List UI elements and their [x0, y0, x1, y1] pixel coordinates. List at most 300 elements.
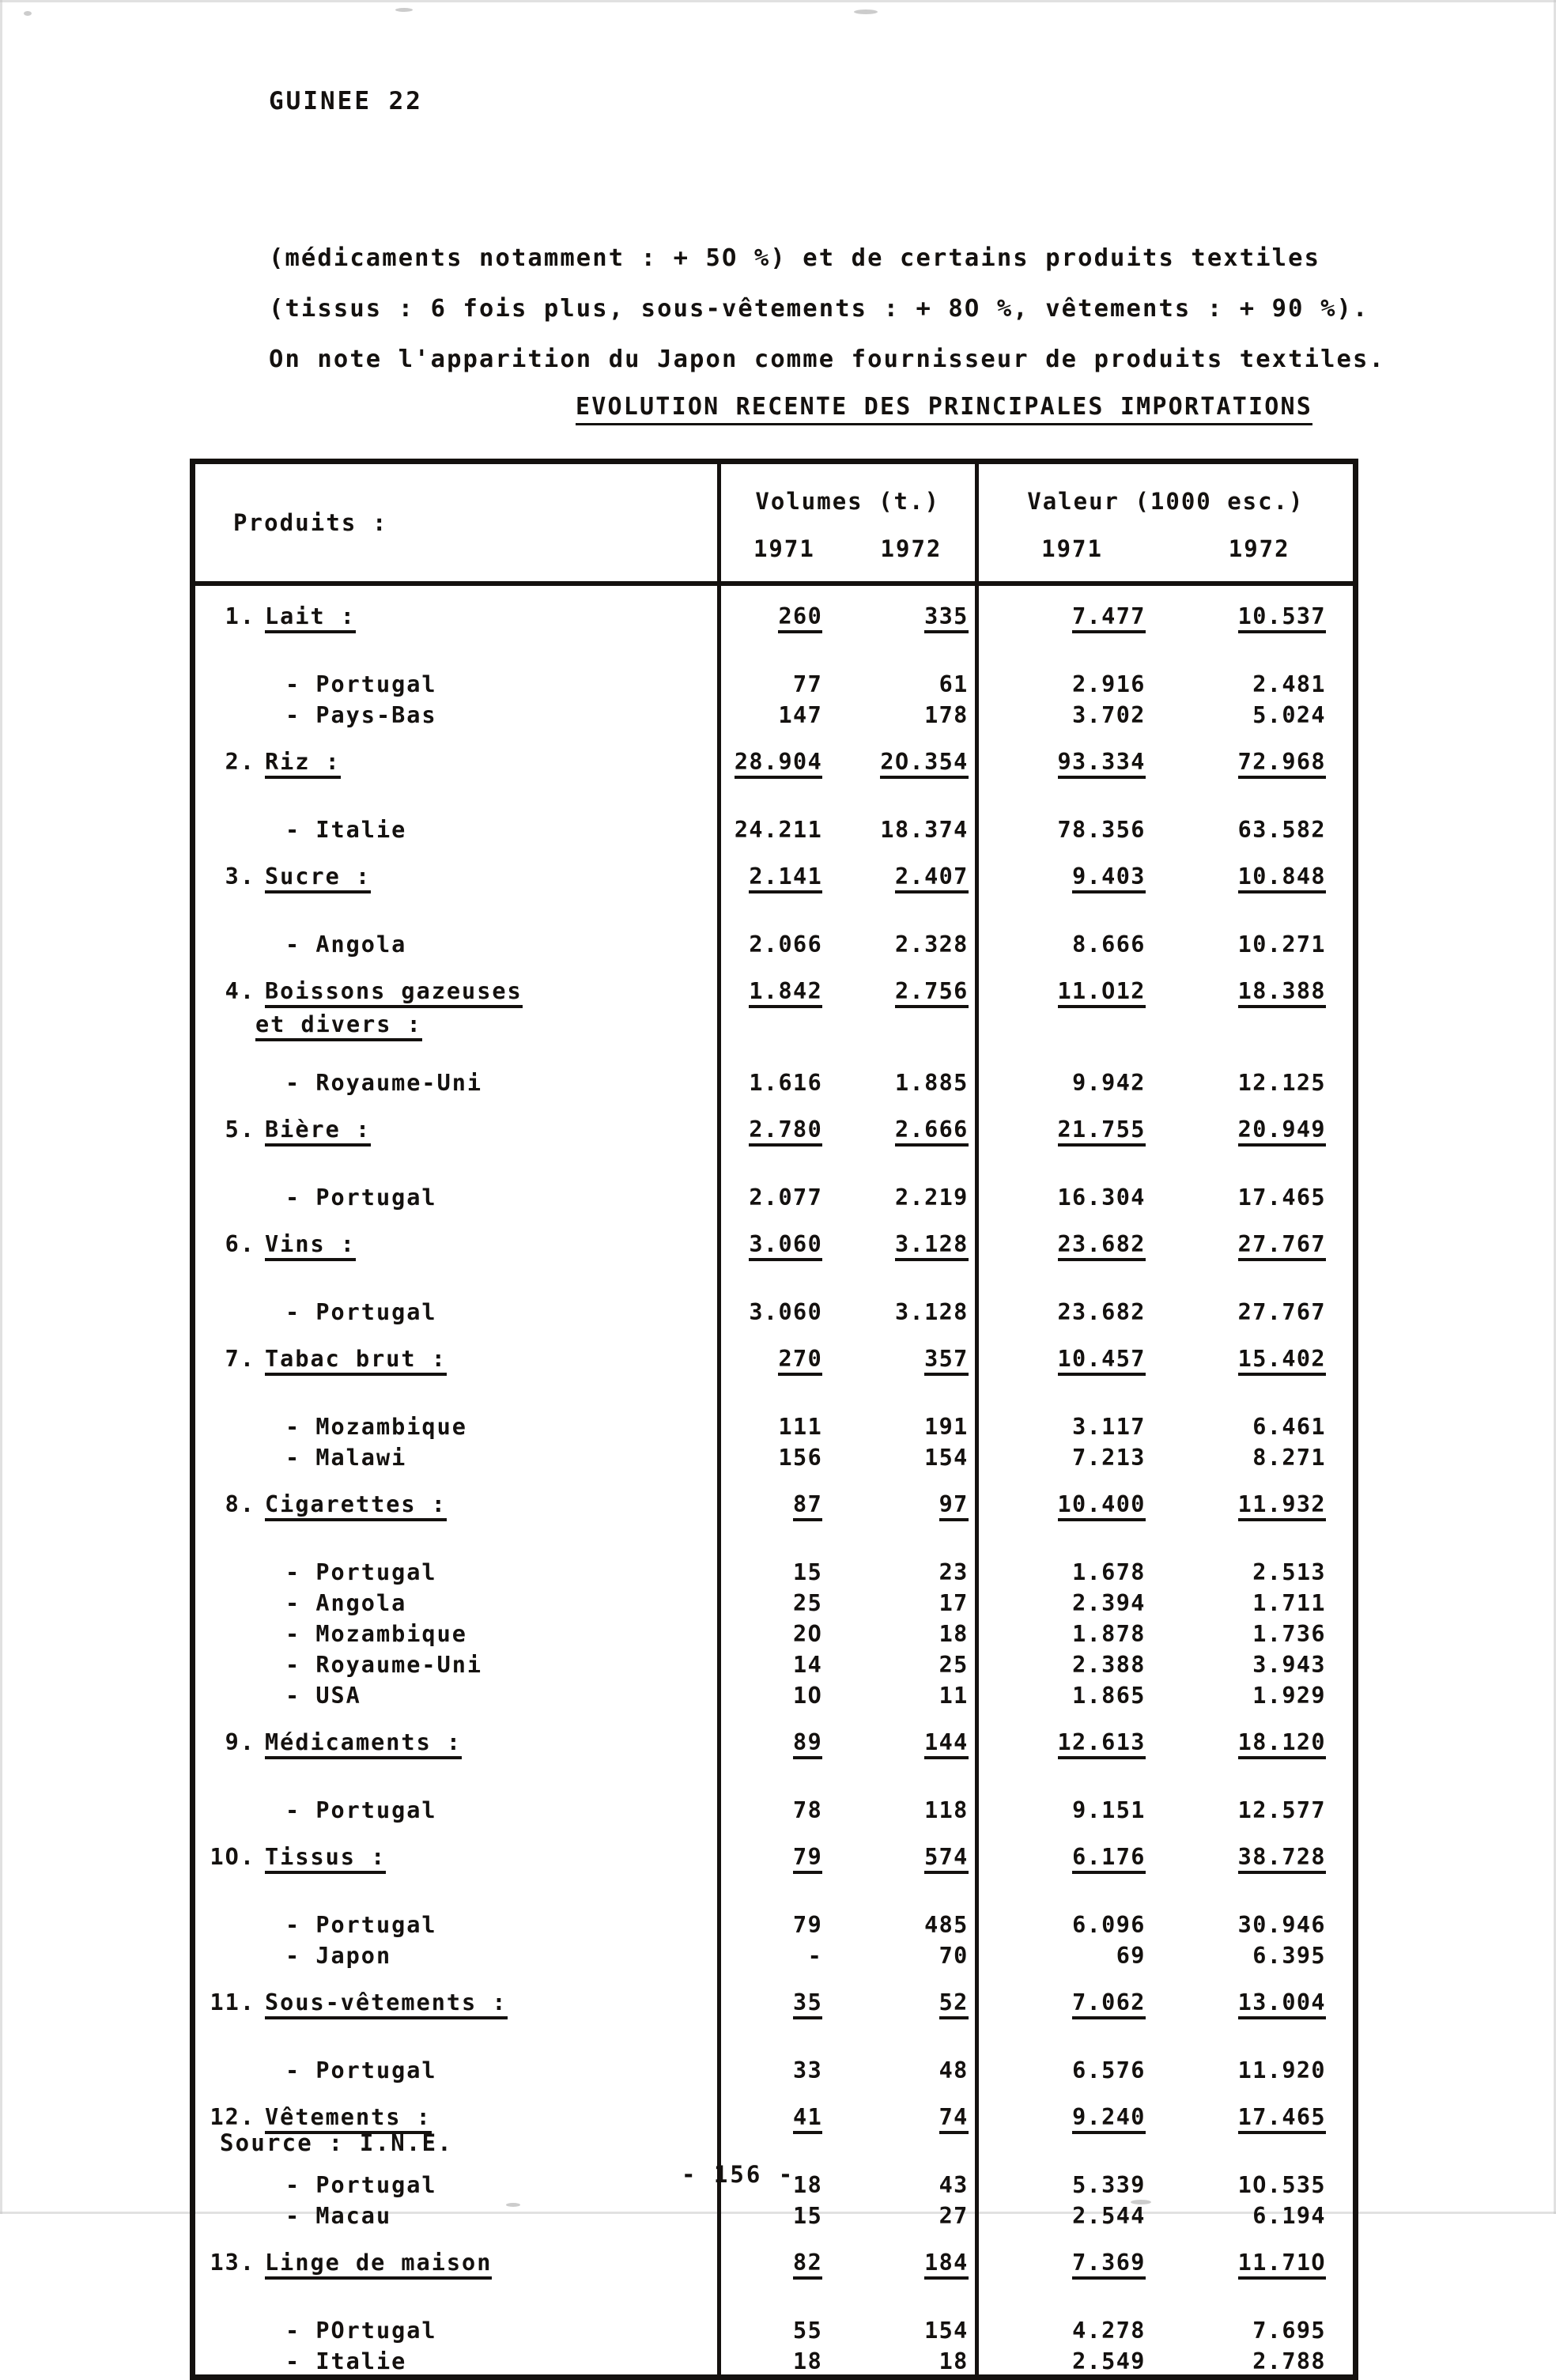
product-main-label — [193, 958, 719, 1041]
page-folio: - 156 - — [682, 2161, 795, 2188]
underlined-total: 184 — [924, 2250, 969, 2280]
volume-1972 — [843, 1096, 976, 1156]
volume-1972: 23 — [939, 1559, 969, 1585]
product-index: 4. — [225, 978, 255, 1004]
value-1971: 23.682 — [976, 1271, 1166, 1325]
underlined-total: 41 — [793, 2104, 822, 2134]
table-row — [193, 643, 1356, 697]
volume-1972: 18 — [939, 1621, 969, 1647]
volume-1972 — [843, 1969, 976, 2029]
volume-1971: 25 — [793, 1590, 823, 1616]
value-1971 — [976, 1471, 1166, 1531]
underlined-total: 12.613 — [1058, 1729, 1146, 1759]
volume-1971: 2.066 — [749, 931, 823, 958]
header-group-volumes-label: Volumes (t.) — [755, 488, 940, 515]
underlined-total: 11.932 — [1238, 1491, 1326, 1521]
volume-1971 — [719, 728, 843, 788]
intro-line: (tissus : 6 fois plus, sous-vêtements : + 8O %, vêtements : + 90 %). — [269, 295, 1369, 323]
underlined-total: 82 — [793, 2250, 822, 2280]
underlined-total: 17.465 — [1238, 2104, 1326, 2134]
underlined-total: 28.904 — [735, 749, 822, 779]
value-1971 — [976, 586, 1166, 643]
value-1972 — [1166, 1969, 1356, 2029]
value-1971 — [976, 1969, 1166, 2029]
product-index: 1O. — [210, 1844, 255, 1870]
origin-name: - Malawi — [285, 1445, 407, 1471]
value-1971: 6.576 — [976, 2029, 1166, 2083]
product-main-label — [193, 1325, 719, 1385]
volume-1971: 33 — [793, 2057, 823, 2083]
underlined-total: 20.949 — [1238, 1116, 1326, 1147]
value-1971 — [976, 728, 1166, 788]
volume-1971: 1O — [793, 1683, 823, 1709]
origin-name: - Portugal — [285, 1912, 437, 1938]
table-row — [193, 1969, 1356, 2029]
underlined-total: 97 — [939, 1491, 969, 1521]
value-1971: 16.304 — [976, 1156, 1166, 1211]
origin-name: - Italie — [285, 817, 407, 843]
product-main-label — [193, 728, 719, 788]
product-index: 3. — [225, 863, 255, 890]
product-sub-label — [193, 1385, 719, 1440]
header-values-1972: 1972 — [1228, 535, 1290, 562]
underlined-total: 2.780 — [749, 1116, 822, 1147]
product-main-label — [193, 1096, 719, 1156]
value-1971: 1.878 — [976, 1616, 1166, 1647]
underlined-total: 2O.354 — [880, 749, 968, 779]
table-row — [193, 1823, 1356, 1883]
underlined-total: 27.767 — [1238, 1231, 1326, 1261]
table-row — [193, 788, 1356, 843]
volume-1972 — [843, 1471, 976, 1531]
value-1971: 2.544 — [976, 2198, 1166, 2229]
underlined-total: 23.682 — [1058, 1231, 1146, 1261]
product-name: Tissus : — [265, 1844, 386, 1874]
origin-name: - Portugal — [285, 2172, 437, 2198]
value-1972: 1.711 — [1252, 1590, 1326, 1616]
origin-name: - POrtugal — [285, 2318, 437, 2344]
volume-1972: 61 — [939, 671, 969, 697]
product-name: Tabac brut : — [265, 1346, 447, 1376]
product-sub-label — [193, 1769, 719, 1823]
value-1972: 2.513 — [1252, 1559, 1326, 1585]
value-1972 — [1166, 1211, 1356, 1271]
volume-1972: 11 — [939, 1683, 969, 1709]
underlined-total: 2.141 — [749, 863, 822, 893]
table-row — [193, 1271, 1356, 1325]
table-row — [193, 2029, 1356, 2083]
product-sub-label — [193, 1271, 719, 1325]
product-name: Lait : — [265, 603, 356, 633]
value-1972: 12.577 — [1237, 1797, 1326, 1823]
table-caption: EVOLUTION RECENTE DES PRINCIPALES IMPORTATIONS — [576, 393, 1312, 425]
header-values-1971: 1971 — [1041, 535, 1103, 562]
volume-1972: 118 — [924, 1797, 969, 1823]
product-index: 13. — [210, 2250, 255, 2276]
origin-name: - Mozambique — [285, 1414, 467, 1440]
table-row — [193, 1385, 1356, 1440]
origin-name: - Mozambique — [285, 1621, 467, 1647]
volume-1972 — [843, 586, 976, 643]
value-1971: 5.339 — [976, 2144, 1166, 2198]
product-sub-label — [193, 1647, 719, 1678]
value-1971: 2.916 — [976, 643, 1166, 697]
volume-1971: 77 — [793, 671, 823, 697]
origin-name: - USA — [285, 1683, 361, 1709]
underlined-total: 144 — [924, 1729, 969, 1759]
product-sub-label — [193, 697, 719, 728]
volume-1971: 3.060 — [749, 1299, 823, 1325]
table-row — [193, 697, 1356, 728]
table-row — [193, 728, 1356, 788]
product-name: Bière : — [265, 1116, 371, 1147]
volume-1971: 156 — [778, 1445, 823, 1471]
table-row — [193, 1883, 1356, 1938]
underlined-total: 10.400 — [1058, 1491, 1146, 1521]
volume-1972: 2.328 — [894, 931, 969, 958]
value-1972: 6.194 — [1252, 2203, 1326, 2229]
table-row — [193, 586, 1356, 643]
origin-name: - Portugal — [285, 1559, 437, 1585]
volume-1971: 18 — [793, 2172, 823, 2198]
table-row — [193, 1769, 1356, 1823]
underlined-total: 2.666 — [895, 1116, 969, 1147]
value-1971: 6.096 — [976, 1883, 1166, 1938]
value-1971: 3.702 — [976, 697, 1166, 728]
origin-name: - Portugal — [285, 2057, 437, 2083]
value-1972: 1.929 — [1252, 1683, 1326, 1709]
volume-1972: 17 — [939, 1590, 969, 1616]
product-index: 11. — [210, 1989, 255, 2015]
volume-1972: 48 — [939, 2057, 969, 2083]
table-body — [193, 584, 1356, 2378]
volume-1972: 191 — [924, 1414, 969, 1440]
underlined-total: 7.062 — [1072, 1989, 1146, 2019]
volume-1971 — [719, 586, 843, 643]
table-row — [193, 903, 1356, 958]
table-row — [193, 1678, 1356, 1709]
origin-name: - Pays-Bas — [285, 702, 437, 728]
value-1971 — [976, 1211, 1166, 1271]
product-main-label — [193, 843, 719, 903]
volume-1971: 147 — [778, 702, 823, 728]
value-1971: 1.678 — [976, 1531, 1166, 1585]
value-1971: 8.666 — [976, 903, 1166, 958]
underlined-total: 35 — [793, 1989, 822, 2019]
product-index: 7. — [225, 1346, 255, 1372]
volume-1971: - — [807, 1943, 823, 1969]
value-1971: 3.117 — [976, 1385, 1166, 1440]
product-sub-label — [193, 1883, 719, 1938]
volume-1971 — [719, 1969, 843, 2029]
product-name-line2: et divers : — [255, 1011, 422, 1041]
volume-1972: 27 — [939, 2203, 969, 2229]
value-1971 — [976, 2229, 1166, 2289]
volume-1972 — [843, 2083, 976, 2144]
value-1972: 6.395 — [1252, 1943, 1326, 1969]
value-1972 — [1166, 1325, 1356, 1385]
product-main-label — [193, 1969, 719, 2029]
value-1972 — [1166, 2229, 1356, 2289]
table-row — [193, 2344, 1356, 2378]
origin-name: - Angola — [285, 931, 407, 958]
product-sub-label — [193, 1938, 719, 1969]
product-index: 8. — [225, 1491, 255, 1517]
table-row — [193, 2229, 1356, 2289]
volume-1971: 55 — [793, 2318, 823, 2344]
volume-1971 — [719, 2229, 843, 2289]
value-1971: 2.549 — [976, 2344, 1166, 2378]
imports-table-wrap — [190, 459, 1358, 2380]
value-1972: 8.271 — [1252, 1445, 1326, 1471]
table-row — [193, 1325, 1356, 1385]
underlined-total: 87 — [793, 1491, 822, 1521]
volume-1971: 2O — [793, 1621, 823, 1647]
volume-1971 — [719, 843, 843, 903]
table-row — [193, 2289, 1356, 2344]
product-index: 12. — [210, 2104, 255, 2130]
value-1972: 10.271 — [1237, 931, 1326, 958]
underlined-total: 10.848 — [1238, 863, 1326, 893]
product-main-label — [193, 2229, 719, 2289]
underlined-total: 10.457 — [1058, 1346, 1146, 1376]
value-1972: 7.695 — [1252, 2318, 1326, 2344]
underlined-total: 15.402 — [1238, 1346, 1326, 1376]
underlined-total: 18.120 — [1238, 1729, 1326, 1759]
value-1971: 2.388 — [976, 1647, 1166, 1678]
value-1971 — [976, 2083, 1166, 2144]
scan-speck — [395, 8, 413, 12]
value-1972: 1O.535 — [1237, 2172, 1326, 2198]
product-sub-label — [193, 2289, 719, 2344]
product-sub-label — [193, 1041, 719, 1096]
volume-1972: 178 — [924, 702, 969, 728]
header-value-years — [979, 515, 1353, 570]
underlined-total: 260 — [778, 603, 822, 633]
imports-table — [190, 459, 1358, 2380]
volume-1971 — [719, 1823, 843, 1883]
underlined-total: 270 — [778, 1346, 822, 1376]
running-head: GUINEE 22 — [269, 87, 423, 115]
underlined-total: 3.060 — [749, 1231, 822, 1261]
table-row — [193, 843, 1356, 903]
product-name: Vins : — [265, 1231, 356, 1261]
source-note: Source : I.N.E. — [220, 2129, 453, 2156]
table-row — [193, 1531, 1356, 1585]
underlined-total: 11.O12 — [1058, 978, 1146, 1008]
volume-1971: 18 — [793, 2348, 823, 2374]
underlined-total: 21.755 — [1058, 1116, 1146, 1147]
product-main-label — [193, 1709, 719, 1769]
value-1971: 78.356 — [976, 788, 1166, 843]
value-1972: 3.943 — [1252, 1652, 1326, 1678]
origin-name: - Italie — [285, 2348, 407, 2374]
underlined-total: 1.842 — [749, 978, 822, 1008]
value-1972: 11.920 — [1237, 2057, 1326, 2083]
volume-1971: 1.616 — [749, 1070, 823, 1096]
value-1971: 9.942 — [976, 1041, 1166, 1096]
product-name: Sucre : — [265, 863, 371, 893]
volume-1971 — [719, 1096, 843, 1156]
table-row — [193, 958, 1356, 1041]
product-name: Riz : — [265, 749, 341, 779]
value-1972 — [1166, 1096, 1356, 1156]
intro-paragraph — [269, 233, 1385, 385]
table-row — [193, 1440, 1356, 1471]
underlined-total: 72.968 — [1238, 749, 1326, 779]
header-volumes-1972: 1972 — [880, 535, 942, 562]
underlined-total: 13.004 — [1238, 1989, 1326, 2019]
volume-1972: 43 — [939, 2172, 969, 2198]
product-sub-label — [193, 1440, 719, 1471]
origin-name: - Angola — [285, 1590, 407, 1616]
volume-1971: 111 — [778, 1414, 823, 1440]
product-name: Cigarettes : — [265, 1491, 447, 1521]
header-volume-years — [721, 515, 975, 570]
underlined-total: 9.240 — [1072, 2104, 1146, 2134]
product-name: Sous-vêtements : — [265, 1989, 508, 2019]
value-1972: 12.125 — [1237, 1070, 1326, 1096]
origin-name: - Macau — [285, 2203, 392, 2229]
underlined-total: 335 — [924, 603, 969, 633]
value-1971 — [976, 1823, 1166, 1883]
product-index: 1. — [225, 603, 255, 629]
value-1972: 2.481 — [1252, 671, 1326, 697]
volume-1972: 18 — [939, 2348, 969, 2374]
volume-1971 — [719, 1211, 843, 1271]
table-row — [193, 1041, 1356, 1096]
underlined-total: 52 — [939, 1989, 969, 2019]
scan-speck — [24, 11, 32, 16]
origin-name: - Portugal — [285, 1184, 437, 1211]
value-1972 — [1166, 2083, 1356, 2144]
product-sub-label — [193, 788, 719, 843]
value-1972 — [1166, 958, 1356, 1041]
value-1971: 7.213 — [976, 1440, 1166, 1471]
value-1971: 9.151 — [976, 1769, 1166, 1823]
underlined-total: 574 — [924, 1844, 969, 1874]
underlined-total: 89 — [793, 1729, 822, 1759]
table-head — [193, 462, 1356, 584]
volume-1972 — [843, 843, 976, 903]
header-group-volumes — [719, 462, 976, 584]
product-name: Médicaments : — [265, 1729, 462, 1759]
table-header-row — [193, 462, 1356, 584]
scan-edge-top — [0, 0, 1556, 2]
volume-1971: 79 — [793, 1912, 823, 1938]
value-1972 — [1166, 1709, 1356, 1769]
value-1971: 4.278 — [976, 2289, 1166, 2344]
value-1971 — [976, 1709, 1166, 1769]
product-sub-label — [193, 1585, 719, 1616]
header-products: Produits : — [193, 462, 719, 584]
scan-edge-left — [0, 0, 2, 2214]
value-1972: 1.736 — [1252, 1621, 1326, 1647]
volume-1972: 154 — [924, 1445, 969, 1471]
volume-1972 — [843, 1823, 976, 1883]
product-index: 5. — [225, 1116, 255, 1143]
volume-1972: 485 — [924, 1912, 969, 1938]
value-1971: 1.865 — [976, 1678, 1166, 1709]
underlined-total: 7.477 — [1072, 603, 1146, 633]
value-1972: 30.946 — [1237, 1912, 1326, 1938]
volume-1972 — [843, 1211, 976, 1271]
product-index: 2. — [225, 749, 255, 775]
value-1972 — [1166, 728, 1356, 788]
value-1972: 17.465 — [1237, 1184, 1326, 1211]
value-1971 — [976, 958, 1166, 1041]
underlined-total: 7.369 — [1072, 2250, 1146, 2280]
header-volumes-1971: 1971 — [753, 535, 815, 562]
underlined-total: 38.728 — [1238, 1844, 1326, 1874]
product-main-label — [193, 1823, 719, 1883]
product-sub-label — [193, 643, 719, 697]
table-row — [193, 1471, 1356, 1531]
product-name: Boissons gazeuses — [265, 978, 523, 1008]
volume-1972 — [843, 2229, 976, 2289]
volume-1972: 2.219 — [894, 1184, 969, 1211]
value-1972 — [1166, 1471, 1356, 1531]
volume-1971: 14 — [793, 1652, 823, 1678]
value-1972: 5.024 — [1252, 702, 1326, 728]
origin-name: - Portugal — [285, 671, 437, 697]
value-1971 — [976, 1325, 1166, 1385]
volume-1971: 15 — [793, 1559, 823, 1585]
underlined-total: 18.388 — [1238, 978, 1326, 1008]
volume-1972 — [843, 958, 976, 1041]
volume-1971 — [719, 1709, 843, 1769]
table-row — [193, 1647, 1356, 1678]
value-1971: 69 — [976, 1938, 1166, 1969]
table-row — [193, 1616, 1356, 1647]
product-sub-label — [193, 1678, 719, 1709]
underlined-total: 3.128 — [895, 1231, 969, 1261]
product-name: Linge de maison — [265, 2250, 492, 2280]
volume-1971 — [719, 1471, 843, 1531]
origin-name: - Portugal — [285, 1797, 437, 1823]
underlined-total: 2.407 — [895, 863, 969, 893]
value-1972 — [1166, 843, 1356, 903]
volume-1972: 70 — [939, 1943, 969, 1969]
product-main-label — [193, 1211, 719, 1271]
volume-1971: 24.211 — [734, 817, 823, 843]
intro-line: On note l'apparition du Japon comme fournisseur de produits textiles. — [269, 346, 1385, 373]
underlined-total: 6.176 — [1072, 1844, 1146, 1874]
product-sub-label — [193, 903, 719, 958]
origin-name: - Japon — [285, 1943, 392, 1969]
value-1971 — [976, 1096, 1166, 1156]
table-row — [193, 1585, 1356, 1616]
header-group-values-label: Valeur (1000 esc.) — [1027, 488, 1305, 515]
product-sub-label — [193, 1531, 719, 1585]
value-1972: 6.461 — [1252, 1414, 1326, 1440]
volume-1971: 2.077 — [749, 1184, 823, 1211]
volume-1972: 18.374 — [880, 817, 969, 843]
product-index: 6. — [225, 1231, 255, 1257]
scan-speck — [854, 9, 878, 14]
intro-line: (médicaments notamment : + 5O %) et de certains produits textiles — [269, 244, 1321, 272]
volume-1971 — [719, 1325, 843, 1385]
volume-1972: 3.128 — [894, 1299, 969, 1325]
origin-name: - Royaume-Uni — [285, 1070, 483, 1096]
value-1972 — [1166, 586, 1356, 643]
product-sub-label — [193, 2029, 719, 2083]
value-1972 — [1166, 1823, 1356, 1883]
product-main-label — [193, 586, 719, 643]
origin-name: - Portugal — [285, 1299, 437, 1325]
header-group-values — [976, 462, 1355, 584]
table-row — [193, 1156, 1356, 1211]
